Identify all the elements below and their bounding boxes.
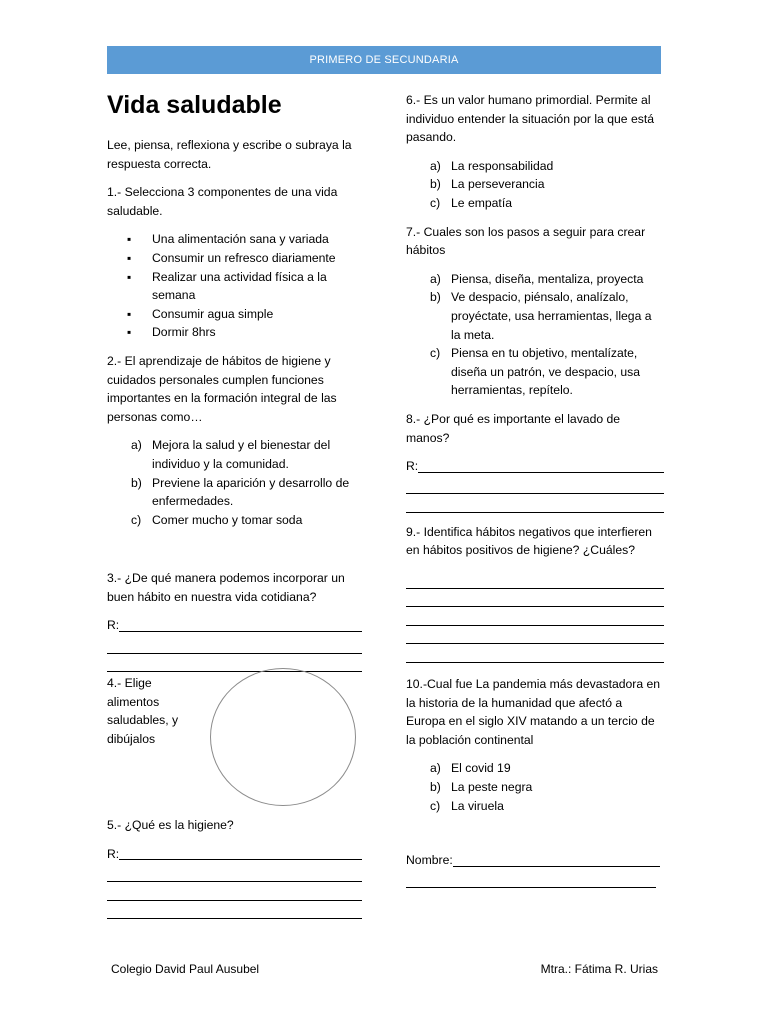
- answer-line: [406, 476, 664, 495]
- drawing-circle: [210, 668, 356, 806]
- teacher-name: Mtra.: Fátima R. Urias: [540, 962, 658, 976]
- option-c: c) La viruela: [430, 798, 504, 813]
- question-7: 7.- Cuales son los pasos a seguir para crear hábitos: [406, 224, 646, 258]
- school-name: Colegio David Paul Ausubel: [111, 962, 260, 976]
- question-1: 1.- Selecciona 3 componentes de una vida saludable.: [107, 185, 338, 218]
- option-b: b) La perseverancia: [430, 177, 545, 192]
- question-8: 8.- ¿Por qué es importante el lavado de manos?: [406, 411, 621, 445]
- answer-line: [406, 644, 664, 663]
- option-c: c) Le empatía: [430, 195, 512, 210]
- question-2-options: [107, 436, 362, 529]
- question-7-options: [406, 270, 664, 400]
- question-10: 10.-Cual fue La pandemia más devastadora en la historia de la humanidad que afectó a Europa en el siglo XIV matando a un tercio de la población continental: [406, 677, 661, 747]
- question-9: 9.- Identifica hábitos negativos que interfieren en hábitos positivos de higiene? ¿Cuáles?: [406, 524, 652, 558]
- answer-line: [107, 882, 362, 901]
- answer-line: [107, 901, 362, 920]
- option-b: b) La peste negra: [430, 780, 533, 794]
- instructions: Lee, piensa, reflexiona y escribe o subraya la respuesta correcta.: [107, 138, 352, 171]
- left-column: [107, 88, 362, 919]
- answer-line: R:: [107, 616, 362, 635]
- option-a: a) Mejora la salud y el bienestar del individuo y la comunidad.: [131, 438, 331, 471]
- option-a: a) Piensa, diseña, mentaliza, proyecta: [430, 271, 644, 286]
- answer-line: R:: [107, 845, 362, 864]
- question-10-options: [406, 759, 664, 815]
- name-line-2: [406, 870, 656, 889]
- question-2: 2.- El aprendizaje de hábitos de higiene y cuidados personales cumplen funciones importantes en la formación integral de las personas como…: [107, 353, 337, 424]
- list-item: ▪ Consumir un refresco diariamente: [107, 249, 362, 268]
- option-b: b) Ve despacio, piénsalo, analízalo, proyéctate, usa herramientas, llega a la meta.: [430, 290, 652, 342]
- list-item: ▪ Realizar una actividad física a la semana: [107, 268, 362, 305]
- option-a: a) El covid 19: [430, 761, 511, 776]
- name-line: Nombre:: [406, 851, 664, 870]
- question-4-block: [107, 674, 362, 816]
- question-4: 4.- Elige alimentos saludables, y dibújalos: [107, 676, 179, 747]
- answer-line: [107, 635, 362, 654]
- grade-banner: PRIMERO DE SECUNDARIA: [107, 46, 661, 74]
- answer-line: [406, 494, 664, 513]
- answer-line: [406, 570, 664, 589]
- right-column: [406, 91, 664, 888]
- page-title: Vida saludable: [107, 91, 282, 119]
- question-1-options: [107, 230, 362, 342]
- list-item: ▪ Consumir agua simple: [107, 305, 362, 324]
- question-6-options: [406, 157, 664, 213]
- list-item: ▪ Una alimentación sana y variada: [107, 230, 362, 249]
- answer-line: [406, 607, 664, 626]
- answer-line: [406, 589, 664, 608]
- question-6: 6.- Es un valor humano primordial. Permite al individuo entender la situación por la que está pasando.: [406, 93, 654, 145]
- answer-line: [406, 626, 664, 645]
- option-c: c) Comer mucho y tomar soda: [131, 512, 303, 527]
- option-b: b) Previene la aparición y desarrollo de enfermedades.: [131, 475, 350, 509]
- list-item: ▪ Dormir 8hrs: [107, 323, 362, 342]
- answer-line: [107, 654, 362, 673]
- question-5: 5.- ¿Qué es la higiene?: [107, 818, 234, 833]
- option-c: c) Piensa en tu objetivo, mentalízate, diseña un patrón, ve despacio, usa herramientas, repítelo.: [430, 346, 641, 398]
- answer-line: [107, 863, 362, 882]
- option-a: a) La responsabilidad: [430, 158, 554, 173]
- answer-line: R:: [406, 457, 664, 476]
- question-3: 3.- ¿De qué manera podemos incorporar un buen hábito en nuestra vida cotidiana?: [107, 571, 345, 604]
